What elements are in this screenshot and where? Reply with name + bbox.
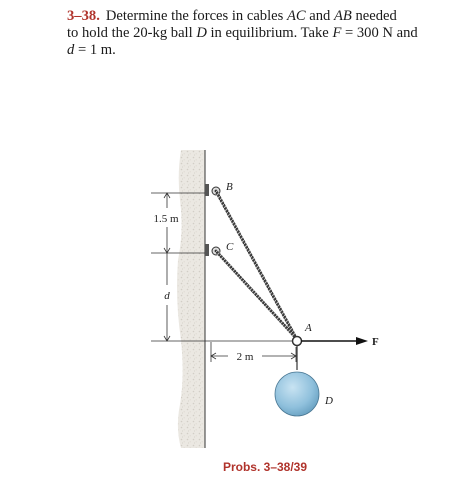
problem-text: Determine the forces in cables [105,8,287,24]
distance-value: = 1 m. [74,42,116,58]
point-c-label: C [226,241,234,253]
problem-number: 3–38. [67,8,100,24]
problem-text: needed [351,8,397,24]
force-variable: F [332,25,342,41]
ball-label: D [196,25,207,41]
dimension-2m-label: 2 m [236,351,254,363]
dimension-d-label: d [164,290,170,302]
cable-ac-label: AC [286,8,306,24]
force-arrow [301,337,368,345]
distance-variable: d [67,42,75,58]
force-label: F [372,336,379,348]
point-a-label: A [305,322,312,334]
figure-caption: Probs. 3–38/39 [222,460,308,474]
ring-a [293,337,302,346]
point-b-label: B [226,181,233,193]
wall [177,150,205,448]
point-d-label: D [325,395,333,407]
cable-ab-label: AB [334,8,352,24]
force-value: = 300 N and [341,25,418,41]
dimension-1-5m-label: 1.5 m [153,213,179,225]
problem-text: to hold the 20-kg ball [67,25,197,41]
problem-text: in equilibrium. Take [206,25,333,41]
ball-d [275,372,319,416]
dimension-2m [211,342,296,362]
problem-text: and [305,8,334,24]
